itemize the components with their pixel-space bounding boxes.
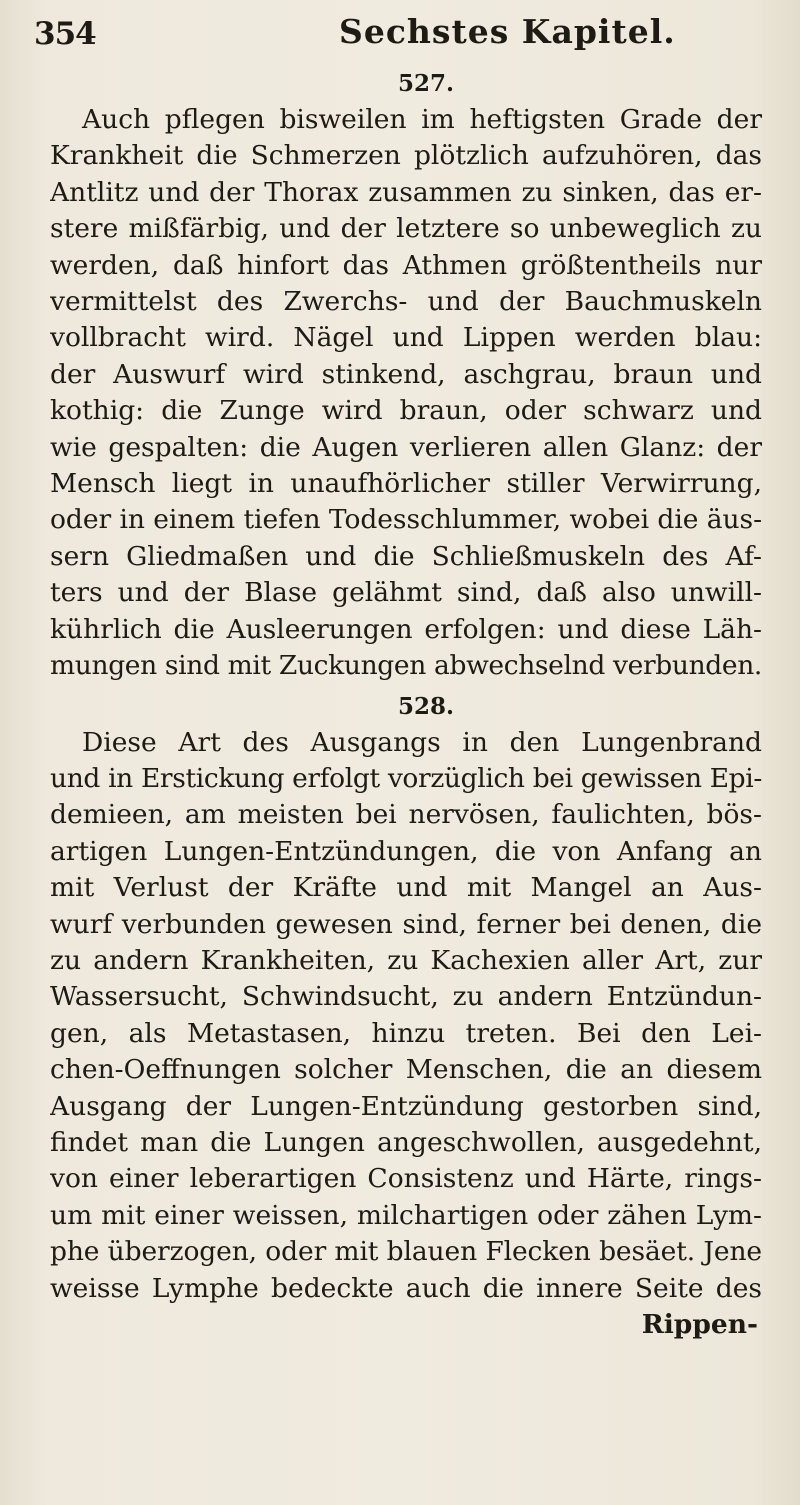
text-line: kührlich die Ausleerungen erfolgen: und diese Läh- bbox=[50, 613, 762, 645]
text-line: um mit einer weissen, milchartigen oder zähen Lym- bbox=[50, 1199, 762, 1231]
text-line: demieen, am meisten bei nervösen, faulichten, bös- bbox=[50, 799, 762, 831]
text-line: mit Verlust der Kräfte und mit Mangel an Aus- bbox=[50, 872, 762, 904]
text-line: Ausgang der Lungen-Entzündung gestorben sind, bbox=[50, 1090, 762, 1122]
text-line: Krankheit die Schmerzen plötzlich aufzuhören, das bbox=[50, 140, 762, 172]
text-line: weisse Lymphe bedeckte auch die innere Seite des bbox=[50, 1272, 762, 1304]
text-line: werden, daß hinfort das Athmen größtentheils nur bbox=[50, 249, 762, 281]
text-line: phe überzogen, oder mit blauen Flecken besäet. Jene bbox=[50, 1236, 762, 1268]
catchword: Rippen- bbox=[641, 1309, 758, 1340]
text-line: Wassersucht, Schwindsucht, zu andern Entzündun- bbox=[50, 981, 762, 1013]
text-line: Mensch liegt in unaufhörlicher stiller Verwirrung, bbox=[50, 468, 762, 500]
text-line: sern Gliedmaßen und die Schließmuskeln des Af- bbox=[50, 540, 762, 572]
text-line: artigen Lungen-Entzündungen, die von Anfang an bbox=[50, 835, 762, 867]
text-line: wurf verbunden gewesen sind, ferner bei denen, die bbox=[50, 908, 762, 940]
text-line: vermittelst des Zwerchs- und der Bauchmuskeln bbox=[50, 286, 762, 318]
page-header bbox=[34, 6, 760, 56]
paragraph bbox=[50, 102, 762, 685]
text-line: mungen sind mit Zuckungen abwechselnd verbunden. bbox=[50, 650, 762, 682]
paragraph bbox=[50, 725, 762, 1308]
text-line: chen-Oeffnungen solcher Menschen, die an diesem bbox=[50, 1054, 762, 1086]
running-head: Sechstes Kapitel. bbox=[339, 12, 676, 51]
text-line: Auch pflegen bisweilen im heftigsten Grade der bbox=[82, 104, 762, 135]
text-line: der Auswurf wird stinkend, aschgrau, braun und bbox=[50, 358, 762, 390]
text-line: wie gespalten: die Augen verlieren allen Glanz: der bbox=[50, 431, 762, 463]
text-line: von einer leberartigen Consistenz und Härte, rings- bbox=[50, 1163, 762, 1195]
text-line: Diese Art des Ausgangs in den Lungenbrand bbox=[82, 726, 762, 758]
section-number: 528. bbox=[397, 692, 455, 720]
section-number: 527. bbox=[397, 70, 455, 97]
page-number: 354 bbox=[34, 16, 96, 52]
text-line: gen, als Metastasen, hinzu treten. Bei den Lei- bbox=[50, 1017, 762, 1049]
body-text bbox=[50, 62, 762, 1343]
text-line: kothig: die Zunge wird braun, oder schwarz und bbox=[50, 395, 762, 427]
text-line: findet man die Lungen angeschwollen, ausgedehnt, bbox=[50, 1126, 762, 1158]
text-line: oder in einem tiefen Todesschlummer, wobei die äus- bbox=[50, 504, 762, 536]
text-line: vollbracht wird. Nägel und Lippen werden blau: bbox=[50, 322, 762, 354]
text-line: stere mißfärbig, und der letztere so unbeweglich zu bbox=[50, 213, 762, 245]
text-line: zu andern Krankheiten, zu Kachexien aller Art, zur bbox=[50, 944, 762, 976]
text-line: und in Erstickung erfolgt vorzüglich bei gewissen Epi- bbox=[50, 762, 762, 794]
text-line: ters und der Blase gelähmt sind, daß also unwill- bbox=[50, 577, 762, 609]
text-line: Antlitz und der Thorax zusammen zu sinken, das er- bbox=[50, 176, 762, 208]
